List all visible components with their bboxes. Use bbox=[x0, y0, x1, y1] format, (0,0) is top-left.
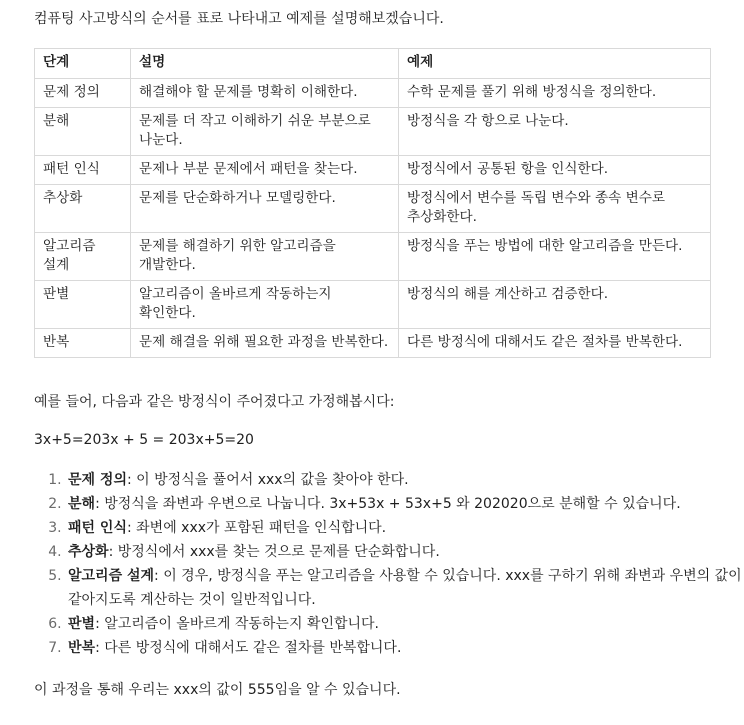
list-item bbox=[66, 516, 744, 540]
table-cell-example: 방정식의 해를 계산하고 검증한다. bbox=[399, 281, 711, 329]
step-term: 알고리즘 설계 bbox=[68, 568, 155, 584]
table-header-row bbox=[35, 49, 711, 79]
example-intro: 예를 들어, 다음과 같은 방정식이 주어졌다고 가정해봅시다: bbox=[34, 394, 395, 410]
table-cell-description: 알고리즘이 올바르게 작동하는지 확인한다. bbox=[131, 281, 399, 329]
table-cell-step: 추상화 bbox=[35, 185, 131, 233]
table-cell-step: 패턴 인식 bbox=[35, 156, 131, 185]
step-text: : 다른 방정식에 대해서도 같은 절차를 반복합니다. bbox=[95, 640, 402, 656]
step-term: 판별 bbox=[68, 616, 96, 632]
list-item bbox=[66, 564, 744, 612]
table-cell-description: 문제를 해결하기 위한 알고리즘을 개발한다. bbox=[131, 233, 399, 281]
equation: 3x+5=203x + 5 = 203x+5=20 bbox=[34, 432, 254, 448]
table-row bbox=[35, 329, 711, 358]
table-cell-description: 문제를 단순화하거나 모델링한다. bbox=[131, 185, 399, 233]
list-item bbox=[66, 468, 744, 492]
table-cell-example: 방정식을 푸는 방법에 대한 알고리즘을 만든다. bbox=[399, 233, 711, 281]
table-row bbox=[35, 185, 711, 233]
table-cell-example: 다른 방정식에 대해서도 같은 절차를 반복한다. bbox=[399, 329, 711, 358]
table-row bbox=[35, 79, 711, 108]
table-row bbox=[35, 281, 711, 329]
table-cell-step: 문제 정의 bbox=[35, 79, 131, 108]
step-term: 패턴 인식 bbox=[68, 520, 127, 536]
table-cell-step: 판별 bbox=[35, 281, 131, 329]
step-text: : 좌변에 xxx가 포함된 패턴을 인식합니다. bbox=[126, 520, 387, 536]
list-item bbox=[66, 636, 744, 660]
table-row bbox=[35, 108, 711, 156]
intro-text: 컴퓨팅 사고방식의 순서를 표로 나타내고 예제를 설명해보겠습니다. bbox=[34, 11, 444, 27]
table-cell-example: 방정식에서 공통된 항을 인식한다. bbox=[399, 156, 711, 185]
steps-list bbox=[34, 468, 744, 660]
conclusion: 이 과정을 통해 우리는 xxx의 값이 555임을 알 수 있습니다. bbox=[34, 682, 401, 698]
table-row bbox=[35, 156, 711, 185]
table-cell-example: 방정식에서 변수를 독립 변수와 종속 변수로 추상화한다. bbox=[399, 185, 711, 233]
table-cell-step: 반복 bbox=[35, 329, 131, 358]
list-item bbox=[66, 492, 744, 516]
step-text: : 이 경우, 방정식을 푸는 알고리즘을 사용할 수 있습니다. xxx를 구하기 위해 좌변과 우변의 값이 같아지도록 계산하는 것이 일반적입니다. bbox=[68, 568, 742, 608]
step-text: : 알고리즘이 올바르게 작동하는지 확인합니다. bbox=[95, 616, 379, 632]
step-term: 문제 정의 bbox=[68, 472, 127, 488]
table-cell-step: 분해 bbox=[35, 108, 131, 156]
steps-table bbox=[34, 48, 711, 358]
header-example: 예제 bbox=[399, 49, 711, 79]
step-text: : 이 방정식을 풀어서 xxx의 값을 찾아야 한다. bbox=[126, 472, 409, 488]
table-cell-description: 문제 해결을 위해 필요한 과정을 반복한다. bbox=[131, 329, 399, 358]
table-cell-description: 해결해야 할 문제를 명확히 이해한다. bbox=[131, 79, 399, 108]
step-term: 추상화 bbox=[68, 544, 109, 560]
step-text: : 방정식에서 xxx를 찾는 것으로 문제를 단순화합니다. bbox=[108, 544, 440, 560]
list-item bbox=[66, 612, 744, 636]
table-row bbox=[35, 233, 711, 281]
table-cell-step: 알고리즘 설계 bbox=[35, 233, 131, 281]
table-cell-example: 방정식을 각 항으로 나눈다. bbox=[399, 108, 711, 156]
table-cell-description: 문제를 더 작고 이해하기 쉬운 부분으로 나눈다. bbox=[131, 108, 399, 156]
step-term: 반복 bbox=[68, 640, 96, 656]
header-description: 설명 bbox=[131, 49, 399, 79]
table-cell-description: 문제나 부분 문제에서 패턴을 찾는다. bbox=[131, 156, 399, 185]
step-term: 분해 bbox=[68, 496, 96, 512]
table-cell-example: 수학 문제를 풀기 위해 방정식을 정의한다. bbox=[399, 79, 711, 108]
step-text: : 방정식을 좌변과 우변으로 나눕니다. 3x+53x + 53x+5 와 202020으로 분해할 수 있습니다. bbox=[95, 496, 681, 512]
list-item bbox=[66, 540, 744, 564]
header-step: 단계 bbox=[35, 49, 131, 79]
